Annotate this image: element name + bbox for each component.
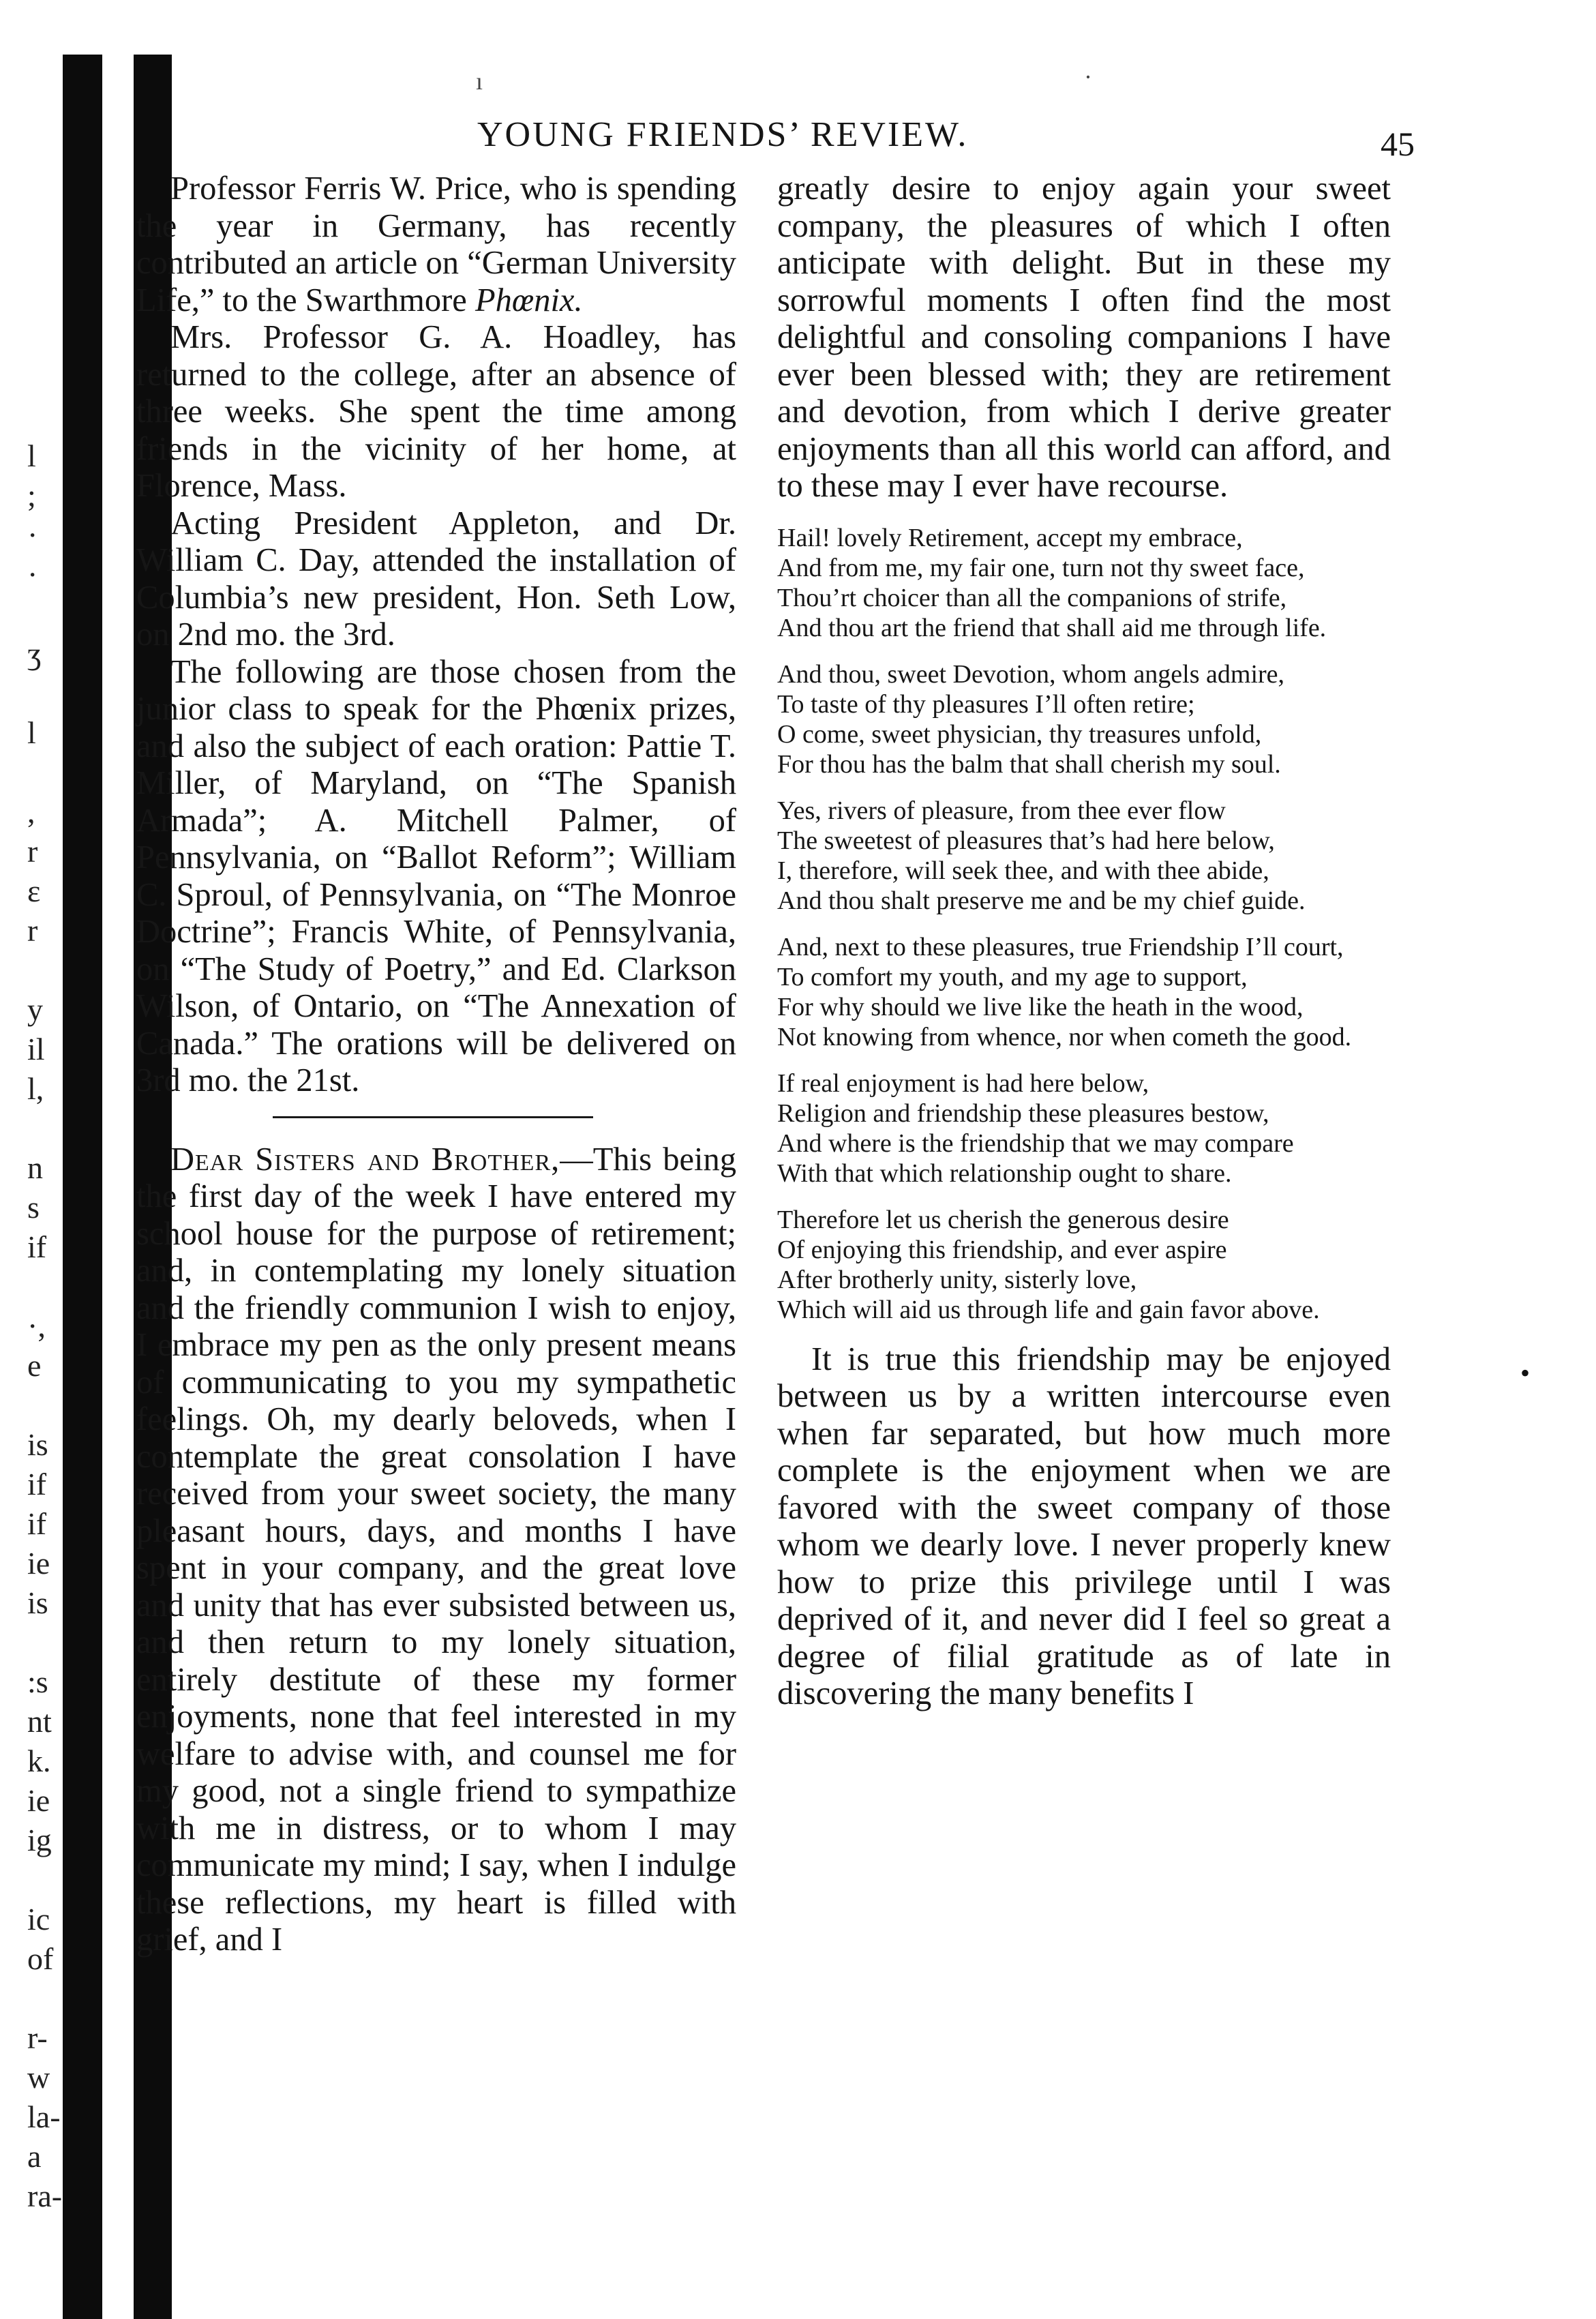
gutter-fragment: is (27, 1585, 48, 1620)
gutter-fragment (27, 1860, 116, 1900)
poem-line: And from me, my fair one, turn not thy sweet face, (777, 553, 1305, 582)
poem-line: Not knowing from whence, nor when cometh the good. (777, 1022, 1352, 1051)
poem-line: O come, sweet physician, thy treasures unfold, (777, 719, 1262, 749)
gutter-fragment: , (27, 794, 35, 829)
poem-line: Which will aid us through life and gain favor above. (777, 1295, 1320, 1324)
poem-line: And, next to these pleasures, true Friendship I’ll court, (777, 932, 1344, 961)
section-divider (273, 1116, 593, 1118)
gutter-fragment: if (27, 1506, 47, 1541)
gutter-fragment: is (27, 1427, 48, 1462)
gutter-fragment: n (27, 1150, 43, 1185)
poem-line: Therefore let us cherish the generous desire (777, 1205, 1229, 1234)
left-column (136, 170, 736, 1959)
gutter-fragment: ie (27, 1783, 50, 1818)
gutter-fragment: a (27, 2139, 42, 2174)
poem-line: And where is the friendship that we may compare (777, 1128, 1294, 1158)
gutter-fragment (27, 595, 116, 634)
poem-stanza (777, 659, 1391, 779)
letter-paragraph (136, 1141, 736, 1959)
poem-stanza (777, 1068, 1391, 1188)
gutter-fragment: ʒ (27, 636, 42, 671)
poem-line: And thou art the friend that shall aid me through life. (777, 613, 1327, 642)
poem (777, 523, 1391, 1325)
paragraph (136, 170, 736, 319)
running-title: YOUNG FRIENDS’ REVIEW. (477, 115, 969, 154)
page-number: 45 (1381, 125, 1415, 163)
poem-line: Yes, rivers of pleasure, from thee ever flow (777, 796, 1226, 825)
poem-stanza (777, 1205, 1391, 1325)
paragraph-text: Professor Ferris W. Price, who is spending the year in Germany, has recently contributed an article on “German University Life,” to the Swarthmore (136, 170, 736, 318)
gutter-fragment: ·, (27, 1308, 46, 1343)
poem-line: Of enjoying this friendship, and ever aspire (777, 1235, 1227, 1264)
letter-salutation: Dear Sisters and Brother, (170, 1141, 560, 1178)
paragraph: The following are those chosen from the junior class to speak for the Phœnix prizes, and also the subject of each oration: Pattie T. Miller, of Maryland, on “The Spanish Armada”; A. Mitchell Palmer, of Pennsylvania, on “Ballot Reform”; William C. Sproul, of Pennsylvania, on “The Monroe Doctrine”; Francis White, of Pennsylvania, on “The Study of Poetry,” and Ed. Clarkson Wilson, of Ontario, on “The Annexation of Canada.” The orations will be delivered on 3rd mo. the 21st. (136, 653, 736, 1098)
gutter-fragment: :s (27, 1664, 48, 1699)
gutter-fragment (27, 951, 116, 990)
paragraph: greatly desire to enjoy again your sweet company, the pleasures of which I often anticipate with delight. But in these my sorrowful moments I often find the most delightful and consoling companions I have ever been blessed with; they are retirement and devotion, from which I derive greater enjoyments than all this world can afford, and to these may I ever have recourse. (777, 170, 1391, 504)
gutter-fragment: w (27, 2060, 50, 2095)
journal-title: Phœnix. (475, 282, 583, 318)
print-speck: • (1520, 1358, 1531, 1388)
letter-body: —This being the first day of the week I have entered my school house for the purpose of retirement; and, in contemplating my lonely situation and the friendly communion I wish to enjoy, I embrace my pen as the only present means of communicating to you my sympathetic feelings. Oh, my dearly beloveds, when I contemplate the great consolation I have received from your sweet society, the many pleasant hours, days, and months I have spent in your company, and the great love and unity that has ever subsisted between us, and then return to my lonely situation, entirely destitute of these my former enjoyments, none that feel interested in my welfare to advise with, and counsel me for my good, not a single friend to sympathize with me in distress, or to whom I may communicate my mind; I say, when I indulge these reflections, my heart is filled with grief, and I (136, 1141, 736, 1958)
gutter-fragment: la- (27, 2099, 61, 2134)
gutter-fragment: · (27, 557, 38, 592)
gutter-fragment: e (27, 1348, 42, 1383)
gutter-fragment: k. (27, 1744, 51, 1778)
gutter-fragment: r- (27, 2020, 48, 2055)
gutter-fragment: l, (27, 1071, 44, 1106)
gutter-fragment: r (27, 834, 38, 869)
poem-line: And thou shalt preserve me and be my chief guide. (777, 886, 1306, 915)
poem-line: Hail! lovely Retirement, accept my embrace, (777, 523, 1243, 552)
gutter-fragment: l (27, 715, 36, 750)
poem-stanza (777, 523, 1391, 643)
gutter-fragment: ; (27, 478, 36, 513)
gutter-fragment (27, 674, 116, 713)
gutter-fragment: y (27, 992, 43, 1027)
poem-line: To comfort my youth, and my age to support, (777, 962, 1248, 991)
poem-line: Religion and friendship these pleasures bestow, (777, 1098, 1269, 1128)
gutter-fragment: if (27, 1229, 47, 1264)
poem-line: For why should we live like the heath in the wood, (777, 992, 1304, 1021)
paragraph: It is true this friendship may be enjoyed between us by a written intercourse even when far separated, but how much more complete is the enjoyment when we are favored with the sweet company of those whom we dearly love. I never properly knew how to prize this privilege until I was deprived of it, and never did I feel so great a degree of filial gratitude as of late in discovering the many benefits I (777, 1341, 1391, 1711)
gutter-fragment: ic (27, 1902, 50, 1936)
gutter-fragment (27, 1386, 116, 1425)
gutter-fragment: · (27, 518, 38, 552)
poem-line: Thou’rt choicer than all the companions of strife, (777, 583, 1287, 612)
poem-line: To taste of thy pleasures I’ll often retire; (777, 689, 1195, 719)
poem-stanza (777, 932, 1391, 1052)
previous-page-fragments (27, 436, 116, 2216)
gutter-fragment (27, 1267, 116, 1306)
gutter-fragment (27, 753, 116, 792)
gutter-fragment: if (27, 1467, 47, 1501)
gutter-fragment (27, 1109, 116, 1148)
gutter-fragment: l (27, 438, 36, 473)
gutter-fragment: ɛ (27, 873, 41, 908)
poem-line: The sweetest of pleasures that’s had here below, (777, 826, 1275, 855)
print-speck: ı (476, 68, 483, 95)
gutter-fragment: ie (27, 1546, 50, 1581)
gutter-fragment (27, 1979, 116, 2018)
gutter-fragment (27, 1623, 116, 1662)
poem-stanza (777, 796, 1391, 916)
poem-line: After brotherly unity, sisterly love, (777, 1265, 1137, 1294)
gutter-fragment: ra- (27, 2179, 63, 2213)
gutter-fragment: ig (27, 1823, 52, 1857)
poem-line: I, therefore, will seek thee, and with thee abide, (777, 856, 1269, 885)
gutter-fragment: nt (27, 1704, 52, 1739)
poem-line: For thou has the balm that shall cherish my soul. (777, 749, 1281, 779)
gutter-fragment: r (27, 913, 38, 948)
gutter-fragment: of (27, 1941, 54, 1976)
print-speck: · (1084, 63, 1092, 91)
right-column (777, 170, 1391, 1713)
poem-line: And thou, sweet Devotion, whom angels admire, (777, 659, 1285, 689)
paragraph: Mrs. Professor G. A. Hoadley, has returned to the college, after an absence of three weeks. She spent the time among friends in the vicinity of her home, at Florence, Mass. (136, 319, 736, 504)
paragraph: Acting President Appleton, and Dr. William C. Day, attended the installation of Columbia’s new president, Hon. Seth Low, on 2nd mo. the 3rd. (136, 505, 736, 653)
poem-line: With that which relationship ought to share. (777, 1158, 1232, 1188)
poem-line: If real enjoyment is had here below, (777, 1068, 1149, 1098)
gutter-fragment: il (27, 1032, 45, 1066)
gutter-fragment: s (27, 1190, 40, 1225)
